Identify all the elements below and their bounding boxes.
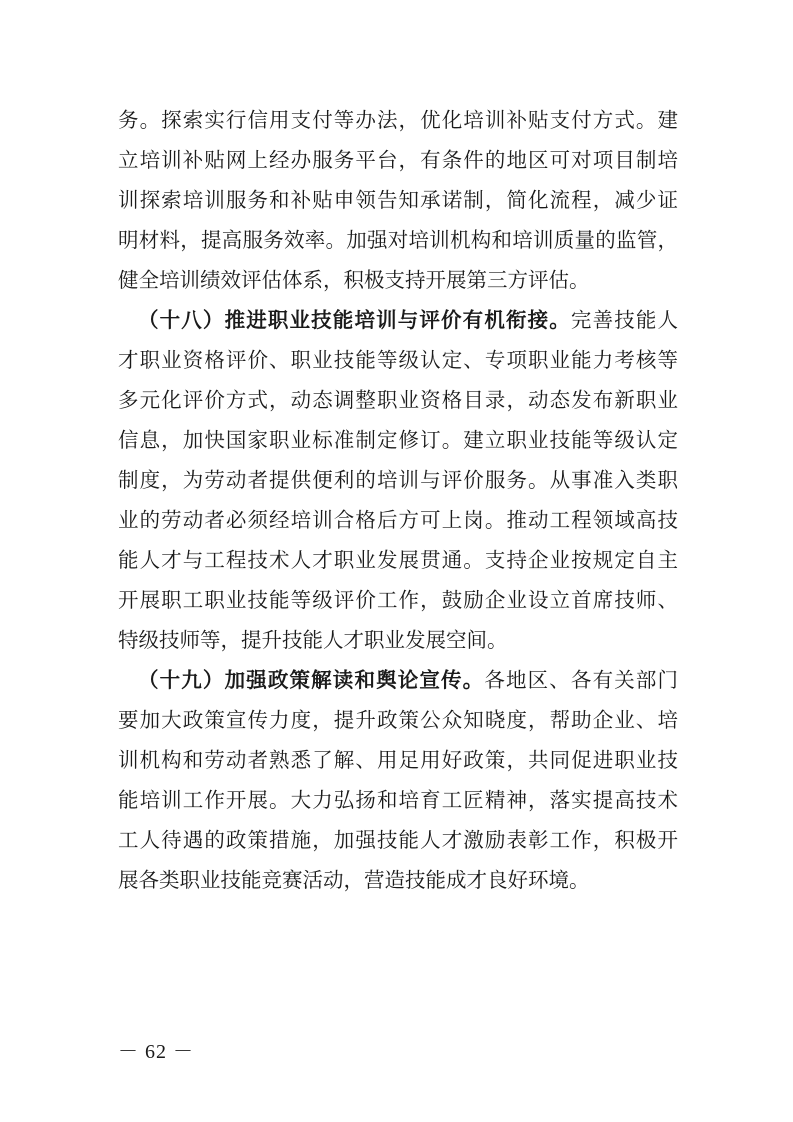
- text-line: 明材料，提高服务效率。加强对培训机构和培训质量的监管，: [118, 228, 678, 252]
- paragraph-19: [118, 660, 678, 900]
- text-line: 信息，加快国家职业标准制定修订。建立职业技能等级认定: [118, 428, 678, 452]
- paragraph-first-line: [118, 660, 678, 700]
- text-line: 立培训补贴网上经办服务平台，有条件的地区可对项目制培: [118, 148, 678, 172]
- text-line: 特级技师等，提升技能人才职业发展空间。: [118, 628, 508, 652]
- text-line: 健全培训绩效评估体系，积极支持开展第三方评估。: [118, 268, 590, 292]
- text-run: 各地区、各有关部门: [484, 668, 679, 692]
- text-line: 展各类职业技能竞赛活动，营造技能成才良好环境。: [118, 868, 590, 892]
- paragraph-first-line: [118, 300, 678, 340]
- section-heading-19: （十九）加强政策解读和舆论宣传。: [138, 668, 485, 692]
- paragraph-17-continued: [118, 100, 678, 300]
- text-line: 多元化评价方式，动态调整职业资格目录，动态发布新职业: [118, 388, 678, 412]
- text-line: 要加大政策宣传力度，提升政策公众知晓度，帮助企业、培: [118, 708, 678, 732]
- body-text: [118, 100, 678, 900]
- text-line: 业的劳动者必须经培训合格后方可上岗。推动工程领域高技: [118, 508, 678, 532]
- text-line: 训机构和劳动者熟悉了解、用足用好政策，共同促进职业技: [118, 748, 678, 772]
- paragraph-18: [118, 300, 678, 660]
- text-line: 制度，为劳动者提供便利的培训与评价服务。从事准入类职: [118, 468, 678, 492]
- text-line: 能培训工作开展。大力弘扬和培育工匠精神，落实提高技术: [118, 788, 678, 812]
- text-run: 完善技能人: [570, 308, 679, 332]
- section-heading-18: （十八）推进职业技能培训与评价有机衔接。: [138, 308, 571, 332]
- text-line: 才职业资格评价、职业技能等级认定、专项职业能力考核等: [118, 348, 678, 372]
- text-line: 务。探索实行信用支付等办法，优化培训补贴支付方式。建: [118, 108, 678, 132]
- page-number: － 62 －: [118, 1041, 194, 1063]
- text-line: 能人才与工程技术人才职业发展贯通。支持企业按规定自主: [118, 548, 678, 572]
- text-line: 工人待遇的政策措施，加强技能人才激励表彰工作，积极开: [118, 828, 678, 852]
- text-line: 训探索培训服务和补贴申领告知承诺制，简化流程，减少证: [118, 188, 678, 212]
- text-line: 开展职工职业技能等级评价工作，鼓励企业设立首席技师、: [118, 588, 678, 612]
